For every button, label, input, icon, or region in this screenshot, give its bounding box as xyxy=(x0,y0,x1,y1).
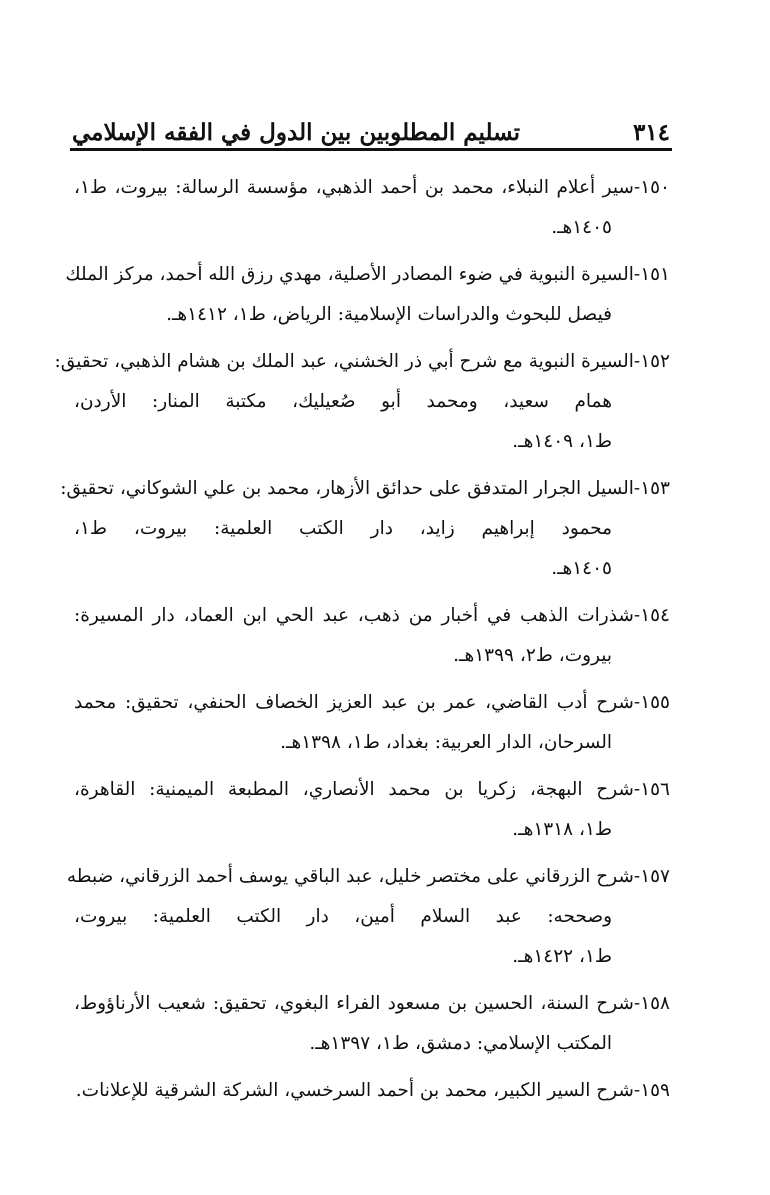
bibliography-entry xyxy=(74,984,670,1064)
bibliography-entry xyxy=(74,596,670,676)
running-header xyxy=(72,112,670,146)
entry-line-continuation: همام سعيد، ومحمد أبو صُعيليك، مكتبة المنار: الأردن، xyxy=(74,391,612,412)
entry-line-first: ١٥٦-شرح البهجة، زكريا بن محمد الأنصاري، المطبعة الميمنية: القاهرة، xyxy=(74,779,670,800)
bibliography-list xyxy=(54,168,670,1118)
entry-line-continuation: ط١، ١٤٠٩هـ. xyxy=(512,431,612,452)
page-number: ٣١٤ xyxy=(632,119,670,146)
entry-line-first: ١٥١-السيرة النبوية في ضوء المصادر الأصلية، مهدي رزق الله أحمد، مركز الملك xyxy=(65,264,670,285)
entry-line-continuation: ط١، ١٣١٨هـ. xyxy=(512,819,612,840)
entry-line-continuation: السرحان، الدار العربية: بغداد، ط١، ١٣٩٨هـ. xyxy=(280,732,612,753)
entry-line-continuation: محمود إبراهيم زايد، دار الكتب العلمية: بيروت، ط١، xyxy=(74,518,612,539)
header-rule xyxy=(70,148,672,151)
bibliography-entry xyxy=(74,770,670,850)
bibliography-entry xyxy=(60,469,670,589)
entry-line-first: ١٥٢-السيرة النبوية مع شرح أبي ذر الخشني، عبد الملك بن هشام الذهبي، تحقيق: xyxy=(54,351,670,372)
entry-line-first: ١٥٩-شرح السير الكبير، محمد بن أحمد السرخسي، الشركة الشرقية للإعلانات. xyxy=(75,1080,670,1101)
entry-line-first: ١٥٠-سير أعلام النبلاء، محمد بن أحمد الذهبي، مؤسسة الرسالة: بيروت، ط١، xyxy=(74,177,670,198)
running-title: تسليم المطلوبين بين الدول في الفقه الإسلامي xyxy=(72,119,521,146)
bibliography-entry xyxy=(74,168,670,248)
entry-line-continuation: ١٤٠٥هـ. xyxy=(551,558,612,579)
bibliography-entry xyxy=(65,255,670,335)
entry-line-continuation: المكتب الإسلامي: دمشق، ط١، ١٣٩٧هـ. xyxy=(309,1033,612,1054)
bibliography-entry xyxy=(74,1071,670,1111)
entry-line-first: ١٥٥-شرح أدب القاضي، عمر بن عبد العزيز الخصاف الحنفي، تحقيق: محمد xyxy=(74,692,670,713)
entry-line-continuation: وصححه: عبد السلام أمين، دار الكتب العلمية: بيروت، xyxy=(74,906,612,927)
bibliography-entry xyxy=(66,857,670,977)
entry-line-continuation: ١٤٠٥هـ. xyxy=(551,217,612,238)
bibliography-entry xyxy=(54,342,670,462)
entry-line-first: ١٥٣-السيل الجرار المتدفق على حدائق الأزهار، محمد بن علي الشوكاني، تحقيق: xyxy=(60,478,670,499)
entry-line-first: ١٥٤-شذرات الذهب في أخبار من ذهب، عبد الحي ابن العماد، دار المسيرة: xyxy=(74,605,670,626)
entry-line-continuation: ط١، ١٤٢٢هـ. xyxy=(512,946,612,967)
entry-line-continuation: فيصل للبحوث والدراسات الإسلامية: الرياض، ط١، ١٤١٢هـ. xyxy=(166,304,612,325)
bibliography-entry xyxy=(74,683,670,763)
entry-line-first: ١٥٧-شرح الزرقاني على مختصر خليل، عبد الباقي يوسف أحمد الزرقاني، ضبطه xyxy=(66,866,670,887)
entry-line-first: ١٥٨-شرح السنة، الحسين بن مسعود الفراء البغوي، تحقيق: شعيب الأرناؤوط، xyxy=(74,993,670,1014)
entry-line-continuation: بيروت، ط٢، ١٣٩٩هـ. xyxy=(453,645,612,666)
